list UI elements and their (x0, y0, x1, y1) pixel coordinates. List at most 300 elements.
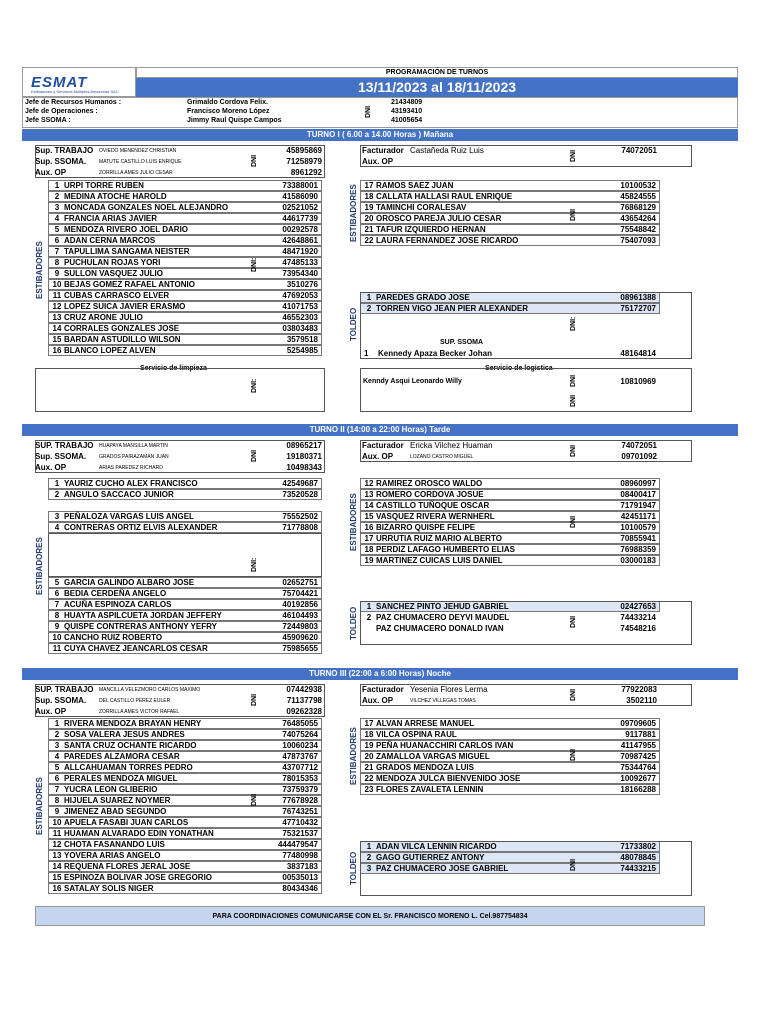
worker-number: 5 (54, 578, 60, 587)
worker-name: PAREDES ALZAMORA CESAR (64, 752, 180, 761)
worker-number: 6 (54, 774, 60, 783)
worker-dni: 3579518 (286, 335, 318, 344)
worker-number: 4 (54, 214, 60, 223)
worker-number: 19 (364, 741, 374, 750)
worker-number: 21 (364, 225, 374, 234)
worker-dni: 18166288 (620, 785, 656, 794)
worker-number: 7 (54, 785, 60, 794)
worker-dni: 78015353 (282, 774, 318, 783)
worker-dni: 75552502 (282, 512, 318, 521)
worker-name: VASQUEZ RIVERA WERNHERL (376, 512, 495, 521)
worker-dni: 71791947 (620, 501, 656, 510)
worker-name: ANGULO SACCACO JUNIOR (64, 490, 174, 499)
worker-dni: 44617739 (282, 214, 318, 223)
sup-label: Sup. SSOMA. (35, 452, 87, 461)
worker-name: BARDAN ASTUDILLO WILSON (64, 335, 181, 344)
worker-dni: 444479547 (277, 840, 318, 849)
sup-dni: 71258979 (286, 157, 322, 166)
estibadores-label: ESTIBADORES (349, 493, 358, 551)
worker-dni: 10100579 (620, 523, 656, 532)
worker-dni: 03000183 (620, 556, 656, 565)
estibadores-label: ESTIBADORES (349, 184, 358, 242)
dni-label: DNI (570, 748, 577, 762)
toldeo-label: TOLDEO (349, 307, 358, 342)
worker-name: BEJAS GOMEZ RAFAEL ANTONIO (64, 280, 195, 289)
worker-name: CUBAS CARRASCO ELVER (64, 291, 170, 300)
limpieza-label: Servicio de limpieza (140, 365, 207, 372)
dni-label: DNI: (570, 316, 577, 332)
worker-name: YOVERA ARIAS ANGELO (64, 851, 161, 860)
worker-dni: 73954340 (282, 269, 318, 278)
dni-label: DNI (570, 208, 577, 222)
footer-contact: PARA COORDINACIONES COMUNICARSE CON EL Sr. FRANCISCO MORENO L. Cel.987754834 (35, 906, 705, 926)
worker-number: 23 (364, 785, 374, 794)
worker-name: LOPEZ SUICA JAVIER ERASMO (64, 302, 186, 311)
worker-name: JIMENEZ ABAD SEGUNDO (64, 807, 167, 816)
estibadores-label: ESTIBADORES (35, 537, 44, 595)
facturador-dni: 74072051 (621, 441, 657, 450)
worker-name: RIVERA MENDOZA BRAYAN HENRY (64, 719, 202, 728)
fact-dni-label: DNI (570, 688, 577, 702)
worker-name: URPI TORRE RUBEN (64, 181, 144, 190)
worker-number: 11 (52, 829, 62, 838)
sup-dni-label: DNI (251, 449, 258, 463)
worker-name: CRUZ ARONE JULIO (64, 313, 143, 322)
worker-name: CHOTA FASANANDO LUIS (64, 840, 165, 849)
worker-dni: 75321537 (282, 829, 318, 838)
worker-dni: 47873767 (282, 752, 318, 761)
worker-name: PERALES MENDOZA MIGUEL (64, 774, 178, 783)
worker-number: 8 (54, 611, 60, 620)
sup-name: GRADOS PAIRAZAMAN JUAN (99, 454, 169, 460)
worker-number: 20 (364, 752, 374, 761)
worker-dni: 71733802 (620, 842, 656, 851)
worker-dni: 08400417 (620, 490, 656, 499)
worker-name: SANTA CRUZ OCHANTE RICARDO (64, 741, 197, 750)
jefe-ops-label: Jefe de Operaciones : (25, 108, 98, 115)
worker-name: ALVAN ARRESE MANUEL (376, 719, 475, 728)
worker-dni: 46104493 (282, 611, 318, 620)
worker-name: GRADOS MENDOZA LUIS (376, 763, 474, 772)
aux-label: Aux. OP (362, 696, 394, 705)
aux-label: Aux. OP (362, 452, 394, 461)
worker-number: 8 (54, 258, 60, 267)
worker-number: 7 (54, 247, 60, 256)
sup-name: DEL CASTILLO PEREZ EULER (99, 698, 171, 704)
worker-number: 3 (54, 741, 60, 750)
worker-dni: 47710432 (282, 818, 318, 827)
worker-dni: 75344764 (620, 763, 656, 772)
worker-dni: 40192856 (282, 600, 318, 609)
worker-number: 13 (364, 490, 374, 499)
worker-dni: 77678928 (282, 796, 318, 805)
jefe-ops-name: Francisco Moreno López (187, 108, 270, 115)
sup-name: ARIAS PAREDEZ RICHARD (99, 465, 163, 471)
worker-name: SATALAY SOLIS NIGER (64, 884, 154, 893)
fact-dni-label: DNI (570, 149, 577, 163)
worker-dni: 73520528 (282, 490, 318, 499)
worker-name: TAFUR IZQUIERDO HERNAN (376, 225, 486, 234)
worker-dni: 75172707 (620, 304, 656, 313)
worker-dni: 00292578 (282, 225, 318, 234)
worker-dni: 74548216 (620, 624, 656, 633)
worker-number: 3 (54, 512, 60, 521)
worker-name: SULLON VASQUEZ JULIO (64, 269, 163, 278)
worker-name: MARTINEZ CUICAS LUIS DANIEL (376, 556, 503, 565)
facturador-label: Facturador (362, 685, 404, 694)
worker-dni: 76743251 (282, 807, 318, 816)
jefes-dni-label: DNI (365, 105, 372, 119)
dni-label: DNI (570, 858, 577, 872)
sup-dni-label: DNI (251, 693, 258, 707)
turno-2-title: TURNO II (14:00 a 22:00 Horas) Tarde (22, 424, 738, 436)
worker-dni: 75704421 (282, 589, 318, 598)
worker-dni: 72449803 (282, 622, 318, 631)
worker-name: CUYA CHAVEZ JEANCARLOS CESAR (64, 644, 208, 653)
worker-number: 18 (364, 192, 374, 201)
worker-dni: 48471920 (282, 247, 318, 256)
jefe-ssoma-name: Jimmy Raul Quispe Campos (187, 117, 282, 124)
worker-dni: 3510276 (286, 280, 318, 289)
sup-label: SUP. TRABAJO (35, 685, 94, 694)
facturador-name: Ericka Vilchez Huaman (410, 441, 493, 450)
worker-number: 5 (54, 763, 60, 772)
ssoma-dni: 48164814 (620, 349, 656, 358)
worker-dni: 09709605 (620, 719, 656, 728)
worker-dni: 42549687 (282, 479, 318, 488)
worker-number: 11 (52, 291, 62, 300)
dni-label: DNI (570, 615, 577, 629)
worker-name: HIJUELA SUAREZ NOYMER (64, 796, 171, 805)
dni-label: DNI: (251, 557, 258, 573)
fact-box (360, 684, 692, 706)
worker-dni: 43654264 (620, 214, 656, 223)
worker-name: PAZ CHUMACERO DONALD IVAN (376, 624, 504, 633)
worker-number: 4 (54, 523, 60, 532)
worker-dni: 10100532 (620, 181, 656, 190)
worker-number: 2 (54, 730, 60, 739)
worker-name: HUAYTA ASPILCUETA JORDAN JEFFERY (64, 611, 222, 620)
worker-number: 18 (364, 545, 374, 554)
worker-dni: 41147955 (620, 741, 656, 750)
worker-number: 17 (364, 181, 374, 190)
worker-dni: 10092677 (620, 774, 656, 783)
worker-number: 8 (54, 796, 60, 805)
jefe-ops-dni: 43193410 (391, 108, 423, 115)
worker-name: BIZARRO QUISPE FELIPE (376, 523, 476, 532)
worker-name: ACUÑA ESPINOZA CARLOS (64, 600, 172, 609)
turno-1-title: TURNO I ( 6.00 a 14.00 Horas ) Mañana (22, 129, 738, 141)
worker-number: 15 (52, 873, 62, 882)
worker-number: 20 (364, 214, 374, 223)
worker-dni: 76868129 (620, 203, 656, 212)
ssoma-name: Kennedy Apaza Becker Johan (378, 349, 492, 358)
worker-name: MENDOZA JULCA BIENVENIDO JOSE (376, 774, 521, 783)
worker-name: OROSCO PAREJA JULIO CESAR (376, 214, 502, 223)
worker-name: GAGO GUTIERREZ ANTONY (376, 853, 485, 862)
worker-name: APUELA FASABI JUAN CARLOS (64, 818, 189, 827)
worker-number: 6 (54, 589, 60, 598)
worker-dni: 42648861 (282, 236, 318, 245)
worker-number: 1 (54, 479, 60, 488)
worker-number: 12 (52, 840, 62, 849)
worker-name: CONTRERAS ORTIZ ELVIS ALEXANDER (64, 523, 218, 532)
worker-dni: 71778808 (282, 523, 318, 532)
facturador-name: Castañeda Ruiz Luis (410, 146, 484, 155)
sup-dni-label: DNI (251, 154, 258, 168)
worker-name: URRUTIA RUIZ MARIO ALBERTO (376, 534, 502, 543)
worker-name: SOSA VALERA JESUS ANDRES (64, 730, 185, 739)
worker-dni: 41586090 (282, 192, 318, 201)
worker-name: ALLCAHUAMAN TORRES PEDRO (64, 763, 193, 772)
worker-name: MEDINA ATOCHE HAROLD (64, 192, 167, 201)
worker-number: 18 (364, 730, 374, 739)
worker-dni: 03803483 (282, 324, 318, 333)
worker-number: 2 (366, 853, 372, 862)
aux-name: LOZANO CASTRO MIGUEL (410, 454, 474, 460)
estibadores-label: ESTIBADORES (35, 241, 44, 299)
worker-dni: 02521052 (282, 203, 318, 212)
sup-label: Sup. TRABAJO (35, 146, 94, 155)
worker-number: 9 (54, 269, 60, 278)
sup-label: Sup. SSOMA. (35, 157, 87, 166)
worker-name: SANCHEZ PINTO JEHUD GABRIEL (376, 602, 509, 611)
worker-number: 11 (52, 644, 62, 653)
worker-number: 1 (54, 719, 60, 728)
sup-label: Aux. OP (35, 463, 67, 472)
sup-label: Aux. OP (35, 168, 67, 177)
worker-name: VILCA OSPINA RAUL (376, 730, 457, 739)
facturador-label: Facturador (362, 146, 404, 155)
toldeo-label: TOLDEO (349, 851, 358, 886)
worker-dni: 02652751 (282, 578, 318, 587)
worker-number: 10 (52, 633, 62, 642)
worker-name: RAMIREZ OROSCO WALDO (376, 479, 483, 488)
worker-name: CASTILLO TUÑOQUE OSCAR (376, 501, 490, 510)
worker-dni: 74433214 (620, 613, 656, 622)
worker-number: 1 (54, 181, 60, 190)
worker-dni: 08961388 (620, 293, 656, 302)
fact-dni-label: DNI (570, 444, 577, 458)
worker-name: CORRALES GONZALES JOSE (64, 324, 180, 333)
toldeo-box (360, 841, 692, 896)
worker-number: 2 (54, 490, 60, 499)
sup-dni: 07442938 (286, 685, 322, 694)
worker-name: MONCADA GONZALES NOEL ALEJANDRO (64, 203, 229, 212)
worker-number: 21 (364, 763, 374, 772)
worker-name: CALLATA HALLASI RAUL ENRIQUE (376, 192, 513, 201)
dni-label: DNI (570, 394, 577, 408)
worker-name: PAREDES GRADO JOSE (376, 293, 470, 302)
worker-number: 15 (364, 512, 374, 521)
worker-dni: 73759379 (282, 785, 318, 794)
worker-name: PAZ CHUMACERO DEYVI MAUDEL (376, 613, 510, 622)
date-range: 13/11/2023 al 18/11/2023 (136, 78, 738, 97)
worker-dni: 45824555 (620, 192, 656, 201)
logistica-name: Kenndy Asqui Leonardo Willy (363, 378, 462, 385)
worker-number: 17 (364, 534, 374, 543)
sup-dni: 45895869 (286, 146, 322, 155)
worker-dni: 3837183 (286, 862, 318, 871)
worker-number: 19 (364, 556, 374, 565)
worker-name: BEDIA CERDEÑA ANGELO (64, 589, 167, 598)
worker-dni: 73388001 (282, 181, 318, 190)
worker-name: ZAMALLOA VARGAS MIGUEL (376, 752, 490, 761)
worker-number: 12 (364, 479, 374, 488)
facturador-name: Yesenia Flores Lerma (410, 685, 488, 694)
aux-dni: 09701092 (621, 452, 657, 461)
sup-label: Aux. OP (35, 707, 67, 716)
aux-dni: 3502110 (626, 696, 657, 705)
logistica-dni: 10810969 (620, 377, 656, 386)
jefe-ssoma-dni: 41005654 (391, 117, 423, 124)
worker-name: ADAN VILCA LENNIN RICARDO (376, 842, 497, 851)
worker-name: PAZ CHUMACERO JOSE GABRIEL (376, 864, 509, 873)
worker-number: 14 (52, 324, 62, 333)
jefe-rrhh-dni: 21434809 (391, 99, 423, 106)
worker-name: PEÑALOZA VARGAS LUIS ANGEL (64, 512, 194, 521)
worker-dni: 70987425 (620, 752, 656, 761)
worker-number: 9 (54, 622, 60, 631)
worker-number: 5 (54, 225, 60, 234)
worker-name: RAMOS SAEZ JUAN (376, 181, 454, 190)
worker-number: 2 (54, 192, 60, 201)
turno-3-title: TURNO III (22:00 a 6:00 Horas) Noche (22, 668, 738, 680)
sup-name: ZORRILLA AMES JULIO CESAR (99, 170, 173, 176)
sup-dni: 10498343 (286, 463, 322, 472)
worker-number: 14 (364, 501, 374, 510)
toldeo-label: TOLDEO (349, 606, 358, 640)
worker-dni: 46552303 (282, 313, 318, 322)
worker-name: FLORES ZAVALETA LENNIN (376, 785, 484, 794)
worker-number: 12 (52, 302, 62, 311)
worker-number: 13 (52, 851, 62, 860)
facturador-label: Facturador (362, 441, 404, 450)
worker-number: 16 (52, 884, 62, 893)
worker-dni: 75407093 (620, 236, 656, 245)
worker-dni: 45909620 (282, 633, 318, 642)
worker-number: 13 (52, 313, 62, 322)
worker-name: TORREN VIGO JEAN PIER ALEXANDER (376, 304, 529, 313)
worker-dni: 43707712 (282, 763, 318, 772)
jefe-ssoma-label: Jefe SSOMA : (25, 117, 71, 124)
worker-name: MENDOZA RIVERO JOEL DARIO (64, 225, 189, 234)
sup-dni: 19180371 (286, 452, 322, 461)
worker-number: 3 (54, 203, 60, 212)
worker-dni: 76988359 (620, 545, 656, 554)
ssoma-number: 1 (364, 349, 369, 358)
worker-dni: 47692053 (282, 291, 318, 300)
worker-number: 9 (54, 807, 60, 816)
worker-name: GARCIA GALINDO ALBARO JOSE (64, 578, 195, 587)
worker-dni: 77480998 (282, 851, 318, 860)
worker-name: PUCHULAN ROJAS YORI (64, 258, 161, 267)
worker-name: ROMERO CORDOVA JOSUE (376, 490, 484, 499)
worker-number: 10 (52, 818, 62, 827)
worker-number: 10 (52, 280, 62, 289)
worker-number: 7 (54, 600, 60, 609)
sup-dni: 8961292 (290, 168, 322, 177)
worker-dni: 74433215 (620, 864, 656, 873)
worker-number: 22 (364, 236, 374, 245)
worker-number: 2 (366, 613, 372, 622)
sup-box (35, 684, 325, 717)
dni-label: DNI: (251, 378, 258, 394)
dni-label: DNI (251, 793, 258, 807)
sup-dni: 71137798 (286, 696, 322, 705)
worker-dni: 9117881 (625, 730, 656, 739)
sup-label: Sup. SSOMA. (35, 696, 87, 705)
sup-dni: 09262328 (286, 707, 322, 716)
worker-number: 1 (366, 842, 372, 851)
worker-name: LAURA FERNANDEZ JOSE RICARDO (376, 236, 519, 245)
worker-number: 22 (364, 774, 374, 783)
worker-dni: 08960997 (620, 479, 656, 488)
dni-label: DNI (570, 374, 577, 388)
sup-name: OVIEDO MENENDEZ CHRISTIAN (99, 148, 177, 154)
estibadores-label: ESTIBADORES (35, 777, 44, 835)
worker-name: BLANCO LOPEZ ALVEN (64, 346, 156, 355)
worker-number: 6 (54, 236, 60, 245)
worker-number: 19 (364, 203, 374, 212)
worker-name: QUISPE CONTRERAS ANTHONY YEFRY (64, 622, 217, 631)
logistica-label: Servicio de logistica (485, 365, 553, 372)
worker-dni: 75548842 (620, 225, 656, 234)
sup-name: HUAPAYA MANSILLA MARTIN (99, 443, 168, 449)
sup-label: SUP. TRABAJO (35, 441, 94, 450)
worker-dni: 80434346 (282, 884, 318, 893)
worker-dni: 41071753 (282, 302, 318, 311)
worker-number: 16 (52, 346, 62, 355)
sup-name: MANCILLA VELEZMORO CARLOS MAXIMO (99, 687, 201, 693)
program-title: PROGRAMACIÓN DE TURNOS (136, 67, 738, 78)
worker-number: 16 (364, 523, 374, 532)
worker-name: TAMINCHI CORALESAV (376, 203, 467, 212)
sup-name: MATUTE CASTILLO LUIS ENRIQUE (99, 159, 182, 165)
sup-ssoma-label: SUP. SSOMA (440, 339, 484, 346)
worker-name: REQUENA FLORES JERAL JOSE (64, 862, 191, 871)
worker-number: 17 (364, 719, 374, 728)
worker-number: 3 (366, 864, 372, 873)
worker-number: 14 (52, 862, 62, 871)
sup-dni: 08965217 (286, 441, 322, 450)
worker-name: TAPULLIMA SANGAMA NEISTER (64, 247, 190, 256)
worker-name: PERDIZ LAFAGO HUMBERTO ELIAS (376, 545, 515, 554)
worker-dni: 70855941 (620, 534, 656, 543)
jefe-rrhh-name: Grimaldo Cordova Felix. (187, 99, 268, 106)
worker-dni: 47485133 (282, 258, 318, 267)
worker-number: 2 (366, 304, 372, 313)
aux-label: Aux. OP (362, 157, 394, 166)
worker-name: FRANCIA ARIAS JAVIER (64, 214, 158, 223)
worker-number: 4 (54, 752, 60, 761)
dni-label: DNI (570, 515, 577, 529)
worker-dni: 76485055 (282, 719, 318, 728)
sup-name: ZORRILLA AMES VICTOR RAFAEL (99, 709, 180, 715)
worker-number: 15 (52, 335, 62, 344)
worker-dni: 02427653 (620, 602, 656, 611)
worker-dni: 5254985 (286, 346, 318, 355)
worker-dni: 42451171 (620, 512, 656, 521)
worker-name: PEÑA HUANACCHIRI CARLOS IVAN (376, 741, 514, 750)
worker-dni: 74075264 (282, 730, 318, 739)
aux-name: VILCHEZ VILLEGAS TOMAS (410, 698, 476, 704)
worker-name: YUCRA LEON GLIBERIO (64, 785, 158, 794)
worker-dni: 10060234 (282, 741, 318, 750)
worker-name: ESPINOZA BOLIVAR JOSE GREGORIO (64, 873, 213, 882)
company-logo: ESMAT Estibadores y Servicios Múltiples Amazonas SAC (22, 67, 136, 97)
facturador-dni: 74072051 (621, 146, 657, 155)
